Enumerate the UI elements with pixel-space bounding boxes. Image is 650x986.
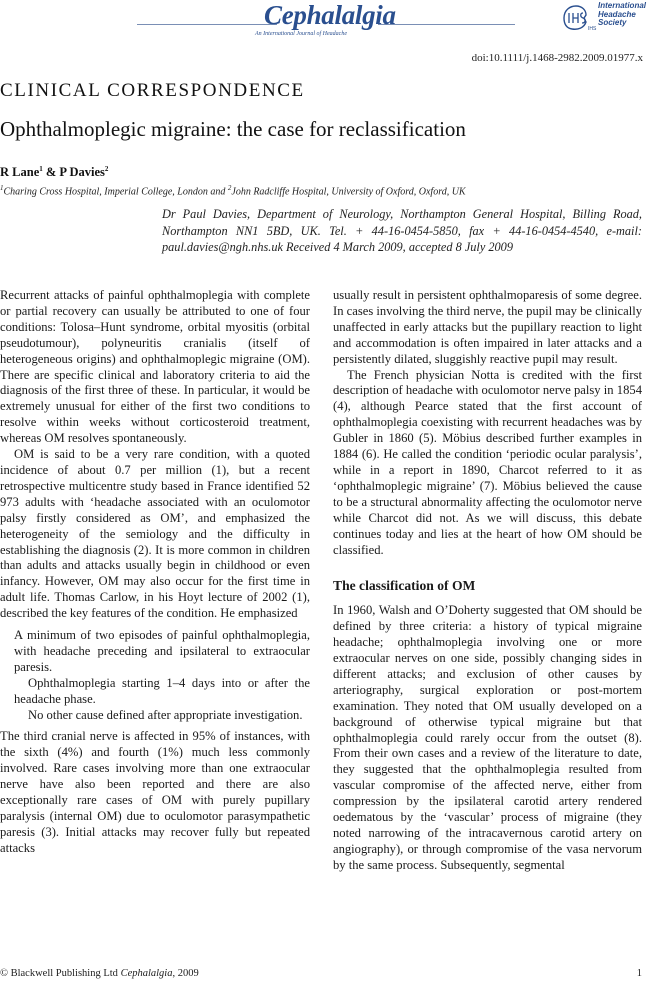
footer-copyright <box>0 968 199 979</box>
ihs-logo-icon[interactable] <box>560 4 597 32</box>
journal-title[interactable]: Cephalalgia <box>264 0 396 30</box>
header-rule-right <box>378 24 515 25</box>
footer-journal: Cephalalgia <box>120 968 173 979</box>
footer-publisher: © Blackwell Publishing Ltd <box>0 968 121 979</box>
society-line-2: Headache <box>598 9 636 19</box>
section-heading-classification: The classification of OM <box>333 578 476 594</box>
quote-item-1: A minimum of two episodes of painful ophthalmoplegia, with headache preceding and ipsilateral to extraocular paresis. <box>14 628 310 674</box>
journal-subtitle: An International Journal of Headache <box>255 31 347 37</box>
society-line-1: International <box>598 1 647 10</box>
left-paragraph-2: OM is said to be a very rare condition, with a quoted incidence of about 0.7 per million (1), but a recent retrospective multicentre study based in France identified 52 973 adults with ‘headache associated with an oculomotor palsy firstly considered as OM’, and emphasized the heterogeneity of the semiology and the difficulty in establishing the diagnosis (2). It is more common in children than adults and attacks usually begin in childhood or even infancy. However, OM may also occur for the first time in adult life. Thomas Carlow, in his Hoyt lecture of 2002 (1), described the key features of the condition. He emphasized <box>0 447 310 621</box>
doi[interactable]: doi:10.1111/j.1468-2982.2009.01977.x <box>471 52 643 64</box>
author-2-sup: 2 <box>104 165 109 173</box>
affil-sup-1: 1 <box>0 184 4 192</box>
affil-sup-2: 2 <box>227 184 232 192</box>
correspondence-block: Dr Paul Davies, Department of Neurology, Northampton General Hospital, Billing Road, Northampton NN1 5BD, UK. Tel. + 44-16-0454-5850, fax + 44-16-0454-4540, e-mail: paul.davies@ngh.nhs.uk Received 4 March 2009, accepted 8 July 2009 <box>162 207 642 254</box>
ihs-logo-letters: IHS <box>588 26 597 32</box>
affiliations <box>0 184 466 197</box>
article-title: Ophthalmoplegic migraine: the case for reclassification <box>0 117 466 141</box>
header-rule-left <box>137 24 277 25</box>
page-number: 1 <box>636 968 642 979</box>
right-column <box>333 288 642 874</box>
left-paragraph-3: The third cranial nerve is affected in 95% of instances, with the sixth (4%) and fourth (1%) much less commonly involved. Rare cases involving more than one extraocular nerve have also been reported and there are also exceptionally rare cases of OM with purely pupillary paralysis (internal OM) due to oculomotor parasympathetic paresis (3). Initial attacks may recover fully but repeated attacks <box>0 729 310 855</box>
affil-2: John Radcliffe Hospital, University of Oxford, Oxford, UK <box>231 186 466 198</box>
quote-item-2: Ophthalmoplegia starting 1–4 days into or after the headache phase. <box>14 675 310 706</box>
section-label: CLINICAL CORRESPONDENCE <box>0 80 305 101</box>
affil-1: Charing Cross Hospital, Imperial College, London and <box>3 186 228 198</box>
society-name <box>598 2 646 28</box>
footer-year: , 2009 <box>172 968 199 979</box>
author-1-sup: 1 <box>39 165 43 173</box>
left-paragraph-1: Recurrent attacks of painful ophthalmoplegia with complete or partial recovery can usually be attributed to one of four conditions: Tolosa–Hunt syndrome, orbital myositis (orbital pseudotumour), polyneuritis cranialis (itself of heterogeneous origins) and ophthalmoplegic migraine (OM). There are specific clinical and laboratory criteria to aid the diagnosis of the first three of these. In particular, it would be extremely unusual for either of the first two conditions to resolve within weeks without corticosteroid treatment, whereas OM resolves spontaneously. <box>0 288 310 446</box>
right-paragraph-2: The French physician Notta is credited with the first description of headache with oculomotor nerve palsy in 1854 (4), although Pearce stated that the first account of ophthalmoplegia coexisting with recurrent headaches was by Gubler in 1860 (5). Möbius described further examples in 1884 (6). He called the condition ‘periodic ocular paralysis’, while in a report in 1890, Charcot referred to it as ‘ophthalmoplegic migraine’ (7). Möbius believed the cause to be a structural abnormality affecting the oculomotor nerve while Charcot did not. As we will discuss, this debate continues today and lies at the heart of how OM should be classified. <box>333 367 642 557</box>
right-paragraph-3: In 1960, Walsh and O’Doherty suggested that OM should be defined by three criteria: a history of typical migraine headache; ophthalmoplegia involving one or more extraocular nerves on one side, possibly changing sides in different attacks; and exclusion of other causes by arteriography, surgical exploration or post-mortem examination. They noted that OM usually developed on a background of otherwise typical migraine but that ophthalmoplegia could rarely occur from the outset (8). From their own cases and a review of the literature to date, they suggested that the ophthalmoplegia resulted from vascular compromise of the affected nerve, either from compression by the ipsilateral carotid artery rendered oedematous by the ‘vascular’ process of migraine (they noted narrowing of the intracavernous carotid artery on angiography), or through compromise of the vasa nervorum by the same process. Subsequently, segmental <box>333 603 642 872</box>
author-separator: & <box>42 165 60 180</box>
author-2: P Davies <box>59 165 105 180</box>
authors <box>0 165 108 180</box>
criteria-quote <box>14 628 310 723</box>
author-1: R Lane <box>0 165 40 180</box>
ihs-logo-graphic <box>560 4 597 32</box>
right-paragraph-1: usually result in persistent ophthalmoparesis of some degree. In cases involving the third nerve, the pupil may be clinically unaffected in early attacks but the pupillary reaction to light and accommodation is often impaired in later attacks and a persistently dilated, sluggishly reactive pupil may result. <box>333 288 642 366</box>
left-column <box>0 288 310 857</box>
society-line-3: Society <box>598 18 627 28</box>
quote-item-3: No other cause defined after appropriate investigation. <box>28 707 303 722</box>
